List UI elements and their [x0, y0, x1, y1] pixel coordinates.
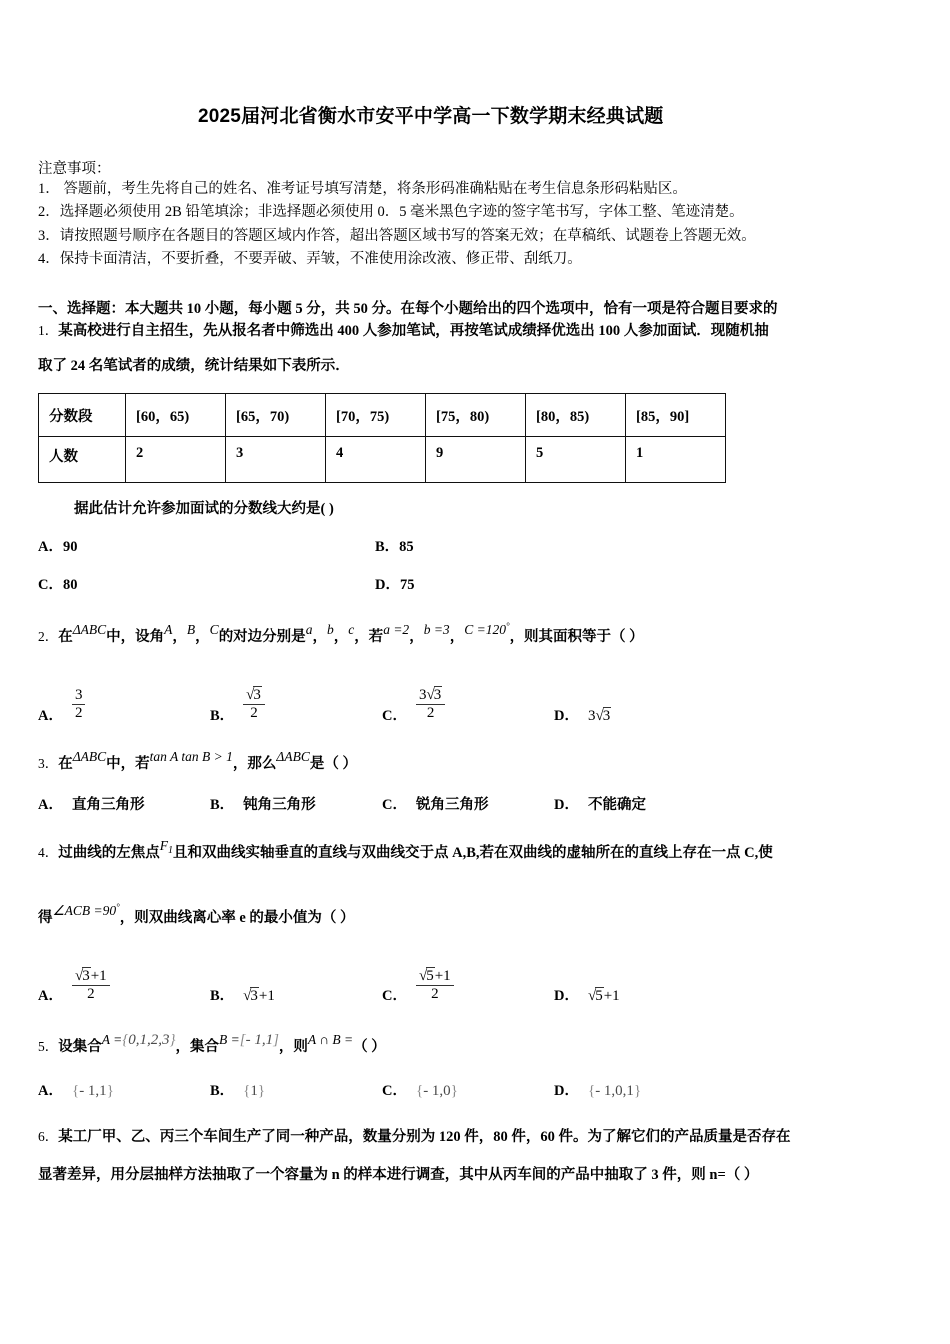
option-d[interactable]: [554, 984, 726, 1005]
notice-item: 4．保持卡面清洁，不要折叠，不要弄破、弄皱，不准使用涂改液、修正带、刮纸刀。: [38, 251, 582, 268]
score-distribution-table: [38, 393, 726, 483]
option-b[interactable]: [210, 687, 382, 725]
option-a[interactable]: [38, 1079, 210, 1100]
option-a-label: A．: [38, 1082, 63, 1099]
table-cell-count: 4: [326, 437, 426, 483]
q5-t1: 设集合: [58, 1039, 102, 1056]
table-cell-count: 2: [126, 437, 226, 483]
q2-eq-a: a =2: [383, 622, 410, 638]
q3-t3: ，那么: [232, 755, 277, 772]
table-cell-bin: [60，65): [126, 394, 226, 437]
notice-heading: 注意事项：: [38, 160, 111, 177]
table-cell-bin: [85，90]: [626, 394, 726, 437]
option-b-value: √3+1: [243, 988, 275, 1005]
question-6-line2: 显著差异，用分层抽样方法抽取了一个容量为 n 的样本进行调查，其中从丙车间的产品中抽取了 3 件，则 n=（ ）: [38, 1167, 759, 1184]
q4-line1-b: 且和双曲线实轴垂直的直线与双曲线交于点 A,B,若在双曲线的虚轴所在的直线上存在一点 C,使: [173, 845, 773, 862]
q5-t2: ，集合: [175, 1039, 219, 1056]
q2-t3: 的对边分别是: [218, 629, 306, 646]
q2-eq-b: b =3: [423, 622, 450, 638]
q2-t1: 在: [58, 629, 73, 646]
q4-focus: $F_1$: [159, 838, 173, 857]
option-d-label: D．: [375, 577, 400, 594]
q5-t4: （ ）: [353, 1039, 386, 1056]
option-c-value: 80: [62, 577, 78, 594]
question-1-line1: 某高校进行自主招生，先从报名者中筛选出 400 人参加笔试，再按笔试成绩择优选出 100 人参加面试．现随机抽: [58, 323, 769, 340]
option-d-value: √5+1: [587, 988, 620, 1005]
option-b-label: B．: [210, 1082, 235, 1099]
question-6-line1: [38, 1126, 912, 1148]
option-d-label: D．: [554, 988, 579, 1005]
option-c-label: C．: [382, 707, 407, 724]
option-a-label: A．: [38, 707, 63, 724]
option-c[interactable]: [38, 573, 375, 594]
table-cell-bin: [70，75): [326, 394, 426, 437]
section-heading: 一、选择题：本大题共 10 小题，每小题 5 分，共 50 分。在每个小题给出的四个选项中，恰有一项是符合题目要求的: [38, 300, 778, 317]
option-c-label: C．: [382, 797, 407, 814]
q2-side-a: a: [305, 622, 313, 638]
q4-line2-a: 得: [38, 909, 53, 926]
option-a[interactable]: [38, 535, 375, 556]
option-b-label: B．: [210, 797, 235, 814]
option-c[interactable]: [382, 967, 554, 1006]
question-3-number: 3．: [38, 755, 59, 771]
option-d-value: 不能确定: [587, 797, 646, 814]
option-a[interactable]: [38, 967, 210, 1006]
option-a[interactable]: [38, 793, 210, 814]
question-4-number: 4．: [38, 845, 59, 861]
option-a-label: A．: [38, 988, 63, 1005]
question-3-text: [38, 747, 912, 775]
option-a-value: $\frac{√3+1}{2}$: [72, 968, 110, 1003]
table-cell-bin: [75，80): [426, 394, 526, 437]
option-c[interactable]: [382, 1079, 554, 1100]
q4-line1-a: 过曲线的左焦点: [58, 845, 160, 862]
option-a-label: A．: [38, 539, 63, 556]
q5-expression: A ∩ B =: [307, 1032, 354, 1048]
q3-triangle: ΔABC: [72, 748, 107, 764]
q5-set-b: B =[- 1,1]: [219, 1032, 279, 1049]
option-a-value: {- 1,1}: [71, 1082, 114, 1099]
q2-side-c: c: [348, 622, 355, 638]
option-d[interactable]: [554, 1079, 726, 1100]
option-b-label: B．: [210, 988, 235, 1005]
table-cell-bin: [65，70): [226, 394, 326, 437]
option-a[interactable]: [38, 687, 210, 725]
option-d-value: 3√3: [587, 707, 611, 724]
table-header-count: 人数: [39, 437, 126, 483]
option-c[interactable]: [382, 687, 554, 725]
question-5-options: [38, 1079, 912, 1100]
option-c-value: $\frac{3√3}{2}$: [416, 687, 445, 722]
option-b-value: 钝角三角形: [243, 797, 316, 814]
q2-t4: ，若: [354, 629, 384, 646]
table-cell-count: 9: [426, 437, 526, 483]
option-d[interactable]: [375, 573, 712, 594]
option-b[interactable]: [210, 793, 382, 814]
option-d-value: 75: [399, 577, 415, 594]
q2-c5: ，: [409, 629, 424, 646]
option-d-value: {- 1,0,1}: [587, 1082, 642, 1099]
question-6-number: 6．: [38, 1128, 59, 1144]
q4-line2-b: ，则双曲线离心率 e 的最小值为（ ）: [119, 909, 355, 926]
q2-eq-c: C =120°: [464, 621, 510, 638]
question-1-line2: 取了 24 名笔试者的成绩，统计结果如下表所示．: [38, 357, 350, 374]
q2-c4: ，: [333, 629, 349, 646]
option-c-value: $\frac{√5+1}{2}$: [416, 968, 454, 1003]
option-b-label: B．: [210, 707, 235, 724]
q3-t1: 在: [58, 755, 73, 772]
option-b-label: B．: [375, 539, 400, 556]
q3-t2: 中，若: [106, 755, 150, 772]
q2-c3: ，: [312, 629, 327, 646]
question-1-number: 1．: [38, 323, 59, 339]
q2-t2: 中，设角: [106, 629, 165, 646]
q3-condition: tan A tan B > 1: [149, 748, 233, 764]
option-a-value: 90: [62, 539, 78, 556]
notice-item: 2．选择题必须使用 2B 铅笔填涂；非选择题必须使用 0．5 毫米黑色字迹的签字笔书写，字体工整、笔迹清楚。: [38, 204, 744, 221]
q2-c2: ，: [195, 629, 210, 646]
table-cell-count: 3: [226, 437, 326, 483]
option-d[interactable]: [554, 704, 726, 725]
q2-t5: ，则其面积等于（ ）: [509, 629, 644, 646]
question-1-options-row-1: [38, 535, 912, 556]
question-1-text: [38, 320, 912, 342]
option-d[interactable]: [554, 793, 726, 814]
q3-t4: 是（ ）: [309, 755, 357, 772]
question-2-options: [38, 669, 912, 725]
option-d-label: D．: [554, 797, 579, 814]
question-5-text: [38, 1029, 912, 1058]
option-b[interactable]: [210, 984, 382, 1005]
question-1-options-row-2: [38, 573, 912, 594]
q2-side-b: b: [326, 622, 334, 638]
q6-line1-text: 某工厂甲、乙、丙三个车间生产了同一种产品，数量分别为 120 件，80 件，60 件。为了解它们的产品质量是否存在: [58, 1128, 791, 1145]
table-row: [39, 394, 726, 437]
option-c-label: C．: [382, 1082, 407, 1099]
question-3-options: [38, 793, 912, 814]
q5-t3: ，则: [278, 1039, 308, 1056]
option-c-value: {- 1,0}: [415, 1082, 458, 1099]
q4-angle-condition: ∠ACB =90°: [52, 901, 120, 918]
table-cell-bin: [80，85): [526, 394, 626, 437]
q2-c1: ，: [172, 629, 187, 646]
table-header-score-band: 分数段: [39, 394, 126, 437]
question-1-prompt: 据此估计允许参加面试的分数线大约是( ): [74, 501, 334, 518]
q2-triangle: ΔABC: [72, 622, 107, 638]
question-2-text: [38, 620, 912, 648]
q2-angle-c: C: [209, 622, 219, 638]
option-a-label: A．: [38, 797, 63, 814]
question-4-options: [38, 949, 912, 1005]
page-title: 2025届河北省衡水市安平中学高一下数学期末经典试题: [198, 106, 664, 127]
question-4-line2: [38, 901, 912, 929]
option-d-label: D．: [554, 707, 579, 724]
table-row: [39, 437, 726, 483]
option-a-value: $\frac{3}{2}$: [72, 687, 86, 722]
option-c-label: C．: [38, 577, 63, 594]
option-a-value: 直角三角形: [71, 797, 145, 814]
q2-angle-a: A: [164, 622, 173, 638]
question-2-number: 2．: [38, 629, 59, 645]
option-b-value: {1}: [243, 1082, 266, 1099]
option-b[interactable]: [210, 1079, 382, 1100]
option-d-label: D．: [554, 1082, 579, 1099]
q5-set-a: A ={0,1,2,3}: [101, 1032, 176, 1049]
q2-angle-b: B: [186, 622, 196, 638]
option-c-label: C．: [382, 988, 407, 1005]
option-b[interactable]: [375, 535, 712, 556]
q2-c6: ，: [449, 629, 465, 646]
option-c-value: 锐角三角形: [415, 797, 489, 814]
notice-item: 1． 答题前，考生先将自己的姓名、准考证号填写清楚，将条形码准确粘贴在考生信息条形码粘贴区。: [38, 180, 687, 197]
option-b-value: 85: [399, 539, 414, 556]
option-c[interactable]: [382, 793, 554, 814]
question-4-line1: [38, 836, 912, 864]
table-cell-count: 5: [526, 437, 626, 483]
option-b-value: $\frac{√3}{2}$: [243, 687, 265, 722]
table-cell-count: 1: [626, 437, 726, 483]
notice-item: 3．请按照题号顺序在各题目的答题区域内作答，超出答题区域书写的答案无效；在草稿纸、试题卷上答题无效。: [38, 227, 756, 244]
q3-triangle-2: ΔABC: [276, 748, 310, 764]
question-5-number: 5．: [38, 1039, 59, 1055]
